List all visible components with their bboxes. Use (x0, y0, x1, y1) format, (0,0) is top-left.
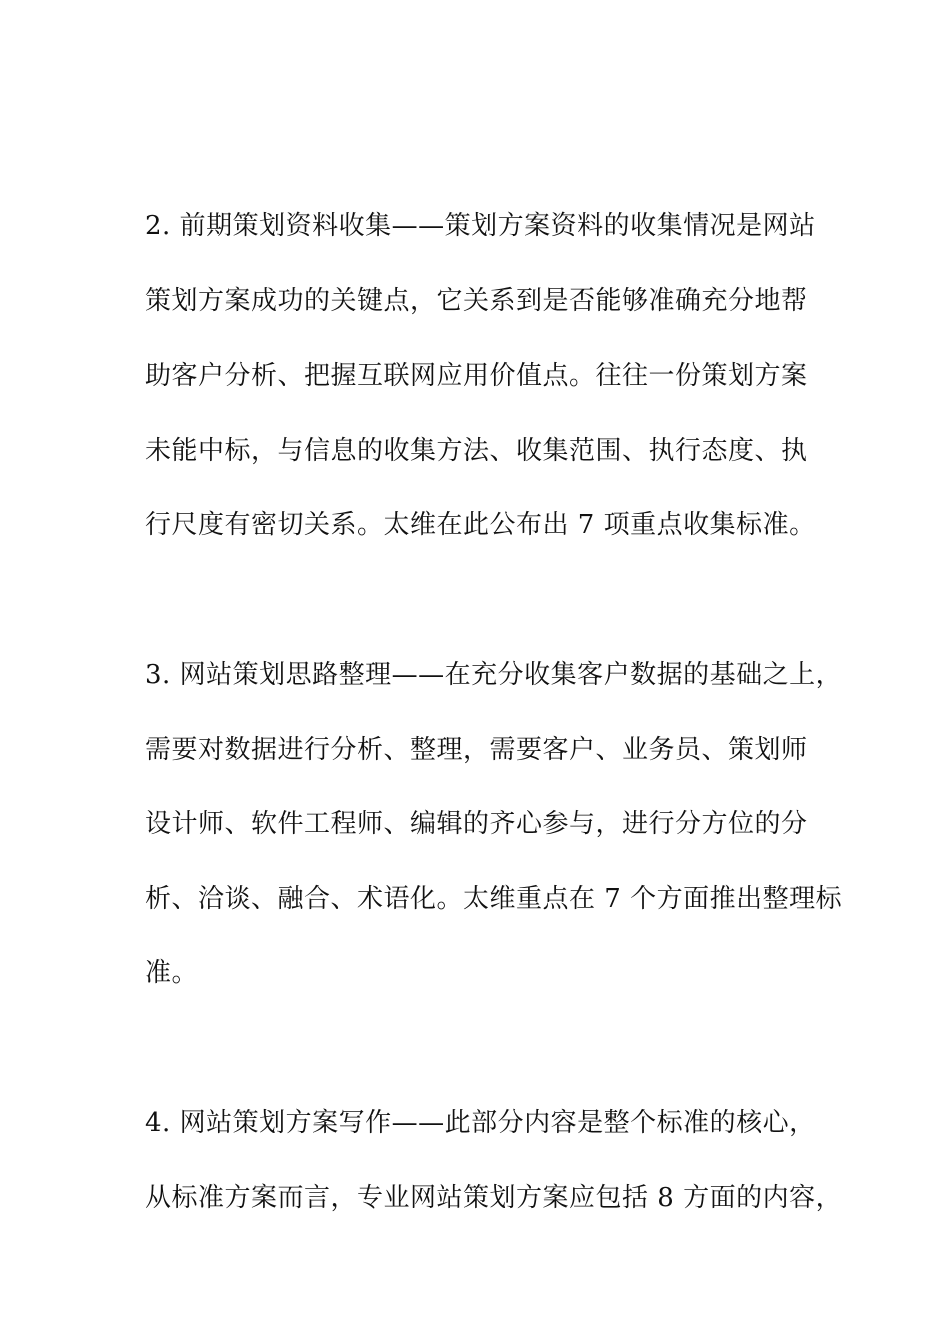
paragraph-3-line-1: 3. 网站策划思路整理——在充分收集客户数据的基础之上， (145, 660, 843, 690)
paragraph-4-line-2: 从标准方案而言，专业网站策划方案应包括 8 方面的内容， (145, 1183, 843, 1213)
paragraph-3-line-5: 准。 (145, 958, 199, 988)
paragraph-4-line-1: 4. 网站策划方案写作——此部分内容是整个标准的核心， (145, 1108, 816, 1138)
paragraph-2-line-2: 策划方案成功的关键点，它关系到是否能够准确充分地帮 (145, 286, 808, 316)
paragraph-2-line-5: 行尺度有密切关系。太维在此公布出 7 项重点收集标准。 (145, 510, 816, 540)
paragraph-3-line-4: 析、洽谈、融合、术语化。太维重点在 7 个方面推出整理标 (145, 884, 843, 914)
paragraph-2-line-1: 2. 前期策划资料收集——策划方案资料的收集情况是网站 (145, 211, 816, 241)
paragraph-2-line-3: 助客户分析、把握互联网应用价值点。往往一份策划方案 (145, 361, 808, 391)
paragraph-2-line-4: 未能中标，与信息的收集方法、收集范围、执行态度、执 (145, 436, 808, 466)
paragraph-3-line-2: 需要对数据进行分析、整理，需要客户、业务员、策划师 (145, 735, 808, 765)
paragraph-3-line-3: 设计师、软件工程师、编辑的齐心参与，进行分方位的分 (145, 809, 808, 839)
